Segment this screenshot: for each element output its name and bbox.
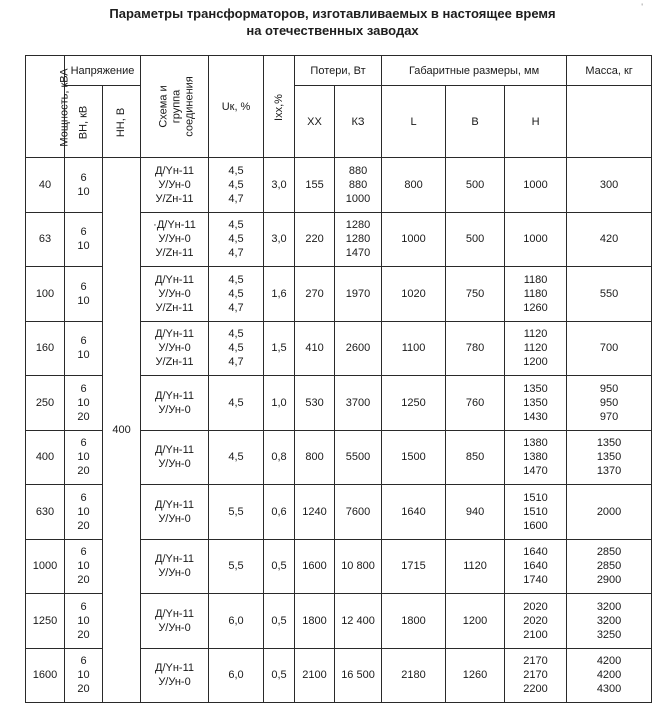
cell-line: 1970: [345, 287, 371, 300]
cell-line: 1470: [523, 465, 548, 478]
cell-scheme: [141, 648, 209, 703]
cell-line: 4,7: [228, 247, 244, 260]
cell-line: 2170: [523, 669, 548, 682]
cell-uk: [209, 648, 264, 703]
cell-scheme: [141, 158, 209, 213]
cell-line: 6: [80, 226, 87, 239]
cell-losses-kz: [335, 594, 382, 649]
cell-lv: 400: [103, 158, 141, 703]
cell-line: 2900: [596, 574, 622, 587]
cell-line: 970: [599, 410, 619, 423]
cell-dim-h: [505, 485, 567, 540]
cell-line: 950: [599, 382, 619, 395]
cell-scheme: [141, 376, 209, 431]
cell-line: 1380: [523, 437, 548, 450]
cell-mass: [567, 539, 652, 594]
cell-dim-l: 1715: [382, 539, 446, 594]
cell-ixx: 3,0: [264, 158, 295, 213]
cell-losses-kz: [335, 648, 382, 703]
cell-dim-l: 1500: [382, 430, 446, 485]
cell-line: 10: [77, 349, 90, 362]
cell-dim-b: 500: [446, 212, 505, 267]
cell-line: 4,5: [228, 273, 244, 286]
cell-power: 630: [26, 485, 65, 540]
header-dims: Габаритные размеры, мм: [382, 56, 567, 86]
cell-hv: [65, 539, 103, 594]
cell-line: 880: [348, 164, 368, 177]
cell-line: 10: [77, 614, 90, 627]
cell-hv: [65, 321, 103, 376]
title-line-1: Параметры трансформаторов, изготавливаемых в настоящее время: [109, 6, 556, 21]
cell-dim-h: [505, 376, 567, 431]
cell-line: ·Д/Yн-11: [153, 219, 196, 232]
cell-line: Д/Yн-11: [155, 389, 195, 402]
cell-line: 1370: [596, 465, 622, 478]
cell-dim-b: 500: [446, 158, 505, 213]
cell-line: 2000: [596, 505, 622, 518]
cell-line: 1200: [523, 356, 548, 369]
cell-line: 10: [77, 505, 90, 518]
cell-line: 1510: [523, 491, 548, 504]
header-dim-h: Н: [505, 86, 567, 158]
cell-mass: [567, 212, 652, 267]
cell-line: 2100: [523, 628, 548, 641]
cell-line: У/Ун-0: [158, 567, 191, 580]
cell-dim-h: [505, 594, 567, 649]
cell-line: 1740: [523, 574, 548, 587]
cell-line: 1350: [523, 396, 548, 409]
cell-dim-b: 850: [446, 430, 505, 485]
header-losses-xx: ХХ: [295, 86, 335, 158]
cell-scheme: [141, 212, 209, 267]
cell-line: 20: [77, 410, 90, 423]
cell-line: 2020: [523, 614, 548, 627]
cell-mass: [567, 376, 652, 431]
cell-scheme: [141, 321, 209, 376]
cell-line: У/Zн-11: [155, 247, 194, 260]
header-power: Мощность, кВА: [26, 56, 65, 158]
cell-line: 420: [599, 233, 619, 246]
cell-power: 400: [26, 430, 65, 485]
header-losses-kz: КЗ: [335, 86, 382, 158]
cell-scheme: [141, 594, 209, 649]
cell-losses-kz: [335, 485, 382, 540]
header-uk: Uк, %: [209, 56, 264, 158]
cell-line: 1180: [523, 287, 548, 300]
cell-line: 3200: [596, 600, 622, 613]
cell-losses-kz: [335, 430, 382, 485]
cell-line: 2600: [345, 342, 371, 355]
cell-line: 1000: [345, 192, 371, 205]
cell-line: Д/Yн-11: [155, 328, 195, 341]
cell-line: 6: [80, 437, 87, 450]
cell-line: 6: [80, 280, 87, 293]
cell-line: 6: [80, 335, 87, 348]
cell-dim-l: 1020: [382, 267, 446, 322]
cell-ixx: 1,5: [264, 321, 295, 376]
cell-line: 1260: [523, 301, 548, 314]
cell-line: 550: [599, 287, 619, 300]
cell-line: У/Ун-0: [158, 287, 191, 300]
cell-uk: [209, 321, 264, 376]
header-mass: Масса, кг: [567, 56, 652, 86]
cell-line: У/Ун-0: [158, 403, 191, 416]
transformer-parameters-table: [25, 55, 652, 703]
cell-line: 10: [77, 185, 90, 198]
cell-hv: [65, 430, 103, 485]
title-line-2: на отечественных заводах: [246, 23, 419, 38]
cell-line: 4,5: [228, 233, 244, 246]
header-hv: ВН, кВ: [65, 86, 103, 158]
cell-line: У/Ун-0: [158, 676, 191, 689]
cell-dim-h: [505, 430, 567, 485]
cell-line: У/Ун-0: [158, 178, 191, 191]
cell-line: 1600: [523, 519, 548, 532]
cell-line: 10: [77, 560, 90, 573]
header-ixx: Iхх,%: [264, 56, 295, 158]
cell-power: 1250: [26, 594, 65, 649]
cell-line: 20: [77, 465, 90, 478]
cell-dim-l: 800: [382, 158, 446, 213]
cell-line: 1350: [596, 437, 622, 450]
cell-line: 6: [80, 600, 87, 613]
cell-line: 4,5: [228, 287, 244, 300]
cell-line: 1280: [345, 233, 371, 246]
cell-line: 7600: [345, 505, 371, 518]
cell-line: 1180: [523, 273, 548, 286]
cell-line: 1470: [345, 247, 371, 260]
cell-line: 880: [348, 178, 368, 191]
cell-line: 2170: [523, 655, 548, 668]
cell-line: У/Ун-0: [158, 233, 191, 246]
cell-dim-b: 1260: [446, 648, 505, 703]
cell-mass: [567, 321, 652, 376]
cell-ixx: 3,0: [264, 212, 295, 267]
cell-line: У/Ун-0: [158, 512, 191, 525]
cell-line: 2200: [523, 683, 548, 696]
cell-dim-b: 1200: [446, 594, 505, 649]
cell-dim-l: 1640: [382, 485, 446, 540]
header-scheme: Схема и группа соединения: [141, 56, 209, 158]
cell-dim-l: 1250: [382, 376, 446, 431]
cell-losses-xx: 2100: [295, 648, 335, 703]
cell-line: 4,7: [228, 356, 244, 369]
cell-dim-h: [505, 321, 567, 376]
cell-line: 2850: [596, 546, 622, 559]
cell-power: 250: [26, 376, 65, 431]
cell-line: 1120: [523, 342, 548, 355]
cell-line: 4,5: [228, 219, 244, 232]
cell-line: 1640: [523, 546, 548, 559]
cell-line: 1380: [523, 451, 548, 464]
cell-line: 4,5: [228, 178, 244, 191]
cell-losses-xx: 1240: [295, 485, 335, 540]
cell-power: 100: [26, 267, 65, 322]
table-row: [26, 158, 652, 213]
cell-ixx: 0,6: [264, 485, 295, 540]
cell-uk: [209, 539, 264, 594]
cell-line: 10: [77, 451, 90, 464]
cell-dim-b: 760: [446, 376, 505, 431]
cell-line: 3200: [596, 614, 622, 627]
cell-line: Д/Yн-11: [155, 662, 195, 675]
cell-line: 4200: [596, 655, 622, 668]
cell-line: 1430: [523, 410, 548, 423]
cell-losses-xx: 155: [295, 158, 335, 213]
header-mass-empty: [567, 86, 652, 158]
cell-line: 4,7: [228, 192, 244, 205]
cell-losses-xx: 530: [295, 376, 335, 431]
cell-line: 6: [80, 382, 87, 395]
cell-line: 20: [77, 519, 90, 532]
cell-losses-xx: 1600: [295, 539, 335, 594]
cell-line: 6: [80, 491, 87, 504]
cell-line: 5500: [345, 451, 371, 464]
cell-line: 6,0: [228, 614, 244, 627]
cell-dim-l: 2180: [382, 648, 446, 703]
cell-line: 10: [77, 240, 90, 253]
cell-line: 5,5: [228, 560, 244, 573]
cell-dim-h: [505, 158, 567, 213]
cell-line: У/Ун-0: [158, 342, 191, 355]
cell-line: 6: [80, 546, 87, 559]
cell-line: 16 500: [341, 669, 375, 682]
cell-line: 3250: [596, 628, 622, 641]
cell-line: 4,7: [228, 301, 244, 314]
cell-losses-xx: 1800: [295, 594, 335, 649]
cell-uk: [209, 430, 264, 485]
cell-losses-xx: 270: [295, 267, 335, 322]
cell-line: 2850: [596, 560, 622, 573]
cell-line: 20: [77, 683, 90, 696]
cell-dim-l: 1000: [382, 212, 446, 267]
cell-line: 10: [77, 396, 90, 409]
cell-uk: [209, 485, 264, 540]
cell-line: 1350: [596, 451, 622, 464]
cell-ixx: 1,6: [264, 267, 295, 322]
cell-power: 1600: [26, 648, 65, 703]
cell-ixx: 0,5: [264, 594, 295, 649]
cell-mass: [567, 267, 652, 322]
cell-losses-kz: [335, 376, 382, 431]
cell-line: Д/Yн-11: [155, 444, 195, 457]
cell-mass: [567, 485, 652, 540]
header-dim-l: L: [382, 86, 446, 158]
corner-mark: ': [641, 2, 643, 12]
cell-line: 300: [599, 178, 619, 191]
cell-losses-kz: [335, 267, 382, 322]
cell-line: 20: [77, 574, 90, 587]
cell-line: 10: [77, 669, 90, 682]
cell-line: 4,5: [228, 451, 244, 464]
cell-line: Д/Yн-11: [155, 498, 195, 511]
cell-line: 2020: [523, 600, 548, 613]
cell-line: 700: [599, 342, 619, 355]
cell-losses-xx: 220: [295, 212, 335, 267]
cell-ixx: 0,5: [264, 648, 295, 703]
cell-line: 4,5: [228, 396, 244, 409]
cell-line: 20: [77, 628, 90, 641]
cell-losses-kz: [335, 212, 382, 267]
cell-line: 10 800: [341, 560, 375, 573]
cell-uk: [209, 594, 264, 649]
cell-hv: [65, 376, 103, 431]
cell-line: 4,5: [228, 328, 244, 341]
cell-ixx: 0,5: [264, 539, 295, 594]
cell-mass: [567, 158, 652, 213]
cell-line: Д/Yн-11: [155, 607, 195, 620]
header-lv: НН, В: [103, 86, 141, 158]
cell-line: 1640: [523, 560, 548, 573]
cell-line: У/Ун-0: [158, 458, 191, 471]
cell-dim-h: [505, 267, 567, 322]
cell-line: 6,0: [228, 669, 244, 682]
cell-line: 1000: [523, 178, 548, 191]
cell-uk: [209, 212, 264, 267]
cell-line: 950: [599, 396, 619, 409]
cell-hv: [65, 212, 103, 267]
cell-line: 4300: [596, 683, 622, 696]
cell-line: У/Zн-11: [155, 192, 194, 205]
cell-scheme: [141, 267, 209, 322]
cell-line: У/Zн-11: [155, 301, 194, 314]
header-dim-b: В: [446, 86, 505, 158]
cell-line: 12 400: [341, 614, 375, 627]
cell-line: У/Ун-0: [158, 621, 191, 634]
cell-dim-h: [505, 212, 567, 267]
cell-line: 1120: [523, 328, 548, 341]
cell-dim-b: 750: [446, 267, 505, 322]
cell-uk: [209, 158, 264, 213]
cell-hv: [65, 158, 103, 213]
cell-line: Д/Yн-11: [155, 273, 195, 286]
cell-mass: [567, 594, 652, 649]
cell-hv: [65, 267, 103, 322]
cell-line: 6: [80, 655, 87, 668]
cell-scheme: [141, 539, 209, 594]
cell-uk: [209, 376, 264, 431]
cell-mass: [567, 648, 652, 703]
cell-power: 40: [26, 158, 65, 213]
cell-dim-h: [505, 648, 567, 703]
cell-power: 63: [26, 212, 65, 267]
cell-line: 1000: [523, 233, 548, 246]
cell-hv: [65, 594, 103, 649]
cell-losses-kz: [335, 321, 382, 376]
cell-hv: [65, 648, 103, 703]
cell-scheme: [141, 430, 209, 485]
cell-line: Д/Yн-11: [155, 164, 195, 177]
cell-dim-h: [505, 539, 567, 594]
cell-dim-b: 780: [446, 321, 505, 376]
cell-uk: [209, 267, 264, 322]
cell-line: 5,5: [228, 505, 244, 518]
cell-power: 160: [26, 321, 65, 376]
cell-line: 1350: [523, 382, 548, 395]
cell-mass: [567, 430, 652, 485]
cell-losses-kz: [335, 158, 382, 213]
cell-line: 4,5: [228, 342, 244, 355]
cell-scheme: [141, 485, 209, 540]
cell-dim-l: 1100: [382, 321, 446, 376]
cell-line: У/Zн-11: [155, 356, 194, 369]
cell-line: 1510: [523, 505, 548, 518]
cell-hv: [65, 485, 103, 540]
cell-dim-b: 940: [446, 485, 505, 540]
cell-ixx: 0,8: [264, 430, 295, 485]
cell-losses-xx: 410: [295, 321, 335, 376]
header-voltage: Напряжение: [65, 56, 141, 86]
cell-line: 6: [80, 171, 87, 184]
header-losses: Потери, Вт: [295, 56, 382, 86]
cell-dim-b: 1120: [446, 539, 505, 594]
cell-dim-l: 1800: [382, 594, 446, 649]
cell-losses-xx: 800: [295, 430, 335, 485]
cell-line: 3700: [345, 396, 371, 409]
cell-ixx: 1,0: [264, 376, 295, 431]
cell-line: Д/Yн-11: [155, 553, 195, 566]
document-title: [0, 5, 665, 39]
cell-line: 1280: [345, 219, 371, 232]
cell-line: 4200: [596, 669, 622, 682]
cell-line: 10: [77, 294, 90, 307]
cell-line: 4,5: [228, 164, 244, 177]
cell-power: 1000: [26, 539, 65, 594]
cell-losses-kz: [335, 539, 382, 594]
